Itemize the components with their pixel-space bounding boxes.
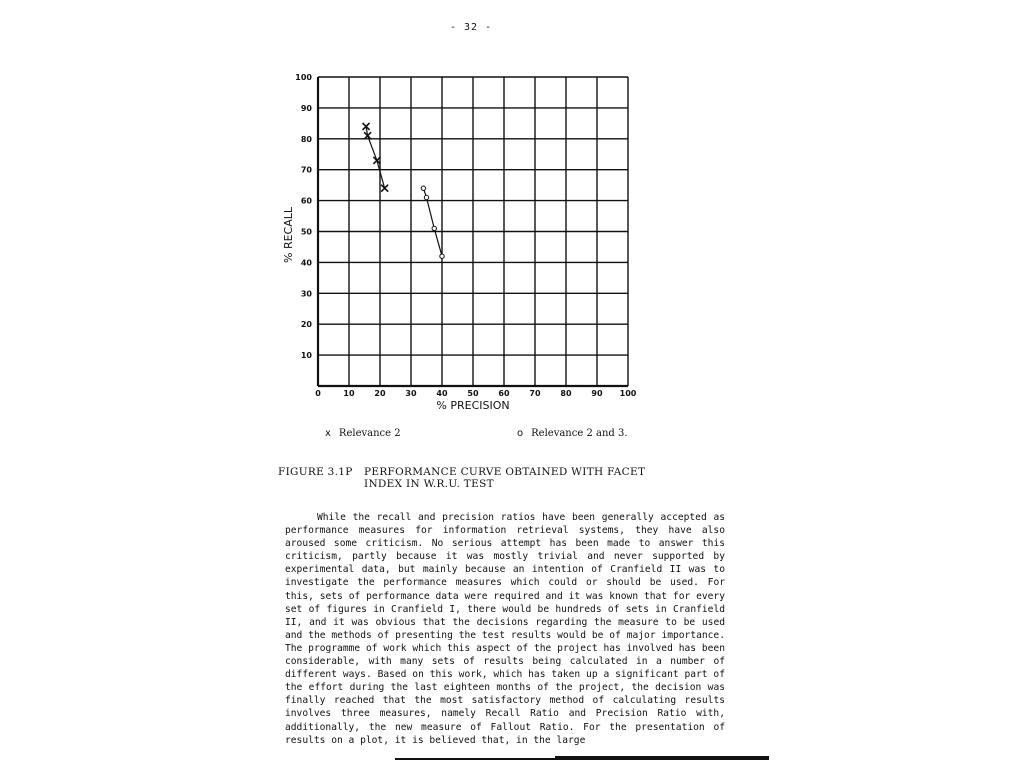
x-tick-label: 60 <box>498 389 510 398</box>
y-tick-label: 60 <box>300 196 312 206</box>
y-tick-label: 40 <box>300 258 312 268</box>
o-marker-icon: o <box>517 428 524 439</box>
bottom-rule-thick <box>555 756 769 760</box>
body-text <box>285 511 725 747</box>
y-tick-label: 50 <box>300 227 312 237</box>
data-point-o <box>432 226 436 230</box>
page-number: - 32 - <box>450 22 493 33</box>
x-marker-icon: x <box>325 428 331 439</box>
x-tick-label: 80 <box>560 389 572 398</box>
x-tick-label: 40 <box>436 389 448 398</box>
y-tick-labels <box>295 73 312 360</box>
y-tick-label: 100 <box>295 73 312 82</box>
y-tick-label: 10 <box>300 351 312 361</box>
data-point-x <box>381 185 388 192</box>
x-tick-label: 70 <box>529 389 541 398</box>
x-tick-label: 90 <box>591 389 603 398</box>
legend-item-relevance-2-and-3 <box>517 428 628 439</box>
data-point-o <box>424 195 428 199</box>
data-point-o <box>421 186 425 190</box>
chart-series <box>363 123 445 258</box>
x-tick-label: 20 <box>374 389 386 398</box>
y-tick-label: 20 <box>300 320 312 330</box>
y-axis-title: % RECALL <box>282 206 295 264</box>
legend-label: Relevance 2 <box>338 428 401 439</box>
y-tick-label: 30 <box>300 289 312 299</box>
figure-label: FIGURE 3.1P <box>278 466 353 478</box>
x-tick-label: 100 <box>619 389 637 398</box>
y-tick-label: 90 <box>300 103 312 113</box>
x-axis-title: % PRECISION <box>436 399 510 412</box>
x-tick-label: 30 <box>405 389 417 398</box>
chart-grid <box>318 77 628 386</box>
x-tick-label: 0 <box>315 389 321 398</box>
caption-line-1: PERFORMANCE CURVE OBTAINED WITH FACET <box>364 466 646 478</box>
series-line <box>366 126 385 188</box>
x-tick-label: 10 <box>343 389 355 398</box>
y-tick-label: 70 <box>300 165 312 175</box>
caption-line-2: INDEX IN W.R.U. TEST <box>364 478 494 490</box>
series-o <box>421 186 444 258</box>
paragraph: While the recall and precision ratios have been generally accepted as performance measures for information retrieval systems, they have also aroused some criticism. No serious attempt has been made to answer this criticism, partly because it was mostly trivial and never supported by experimental data, but mainly because an intention of Cranfield II was to investigate the performance measures which could or should be used. For this, sets of performance data were required and it was known that for every set of figures in Cranfield I, there would be hundreds of sets in Cranfield II, and it was obvious that the decisions regarding the measure to be used and the methods of presenting the test results would be of major importance. The programme of work which this aspect of the project has involved has been considerable, with many sets of results being calculated in a number of different ways. Based on this work, which has taken up a significant part of the effort during the last eighteen months of the project, the decision was finally reached that the most satisfactory method of calculating results involves three measures, namely Recall Ratio and Precision Ratio with, additionally, the new measure of Fallout Ratio. For the presentation of results on a plot, it is believed that, in the large <box>285 512 725 746</box>
x-tick-label: 50 <box>467 389 479 398</box>
figure-caption <box>278 466 645 490</box>
series-x <box>363 123 389 192</box>
x-tick-labels <box>315 389 637 398</box>
legend-label: Relevance 2 and 3. <box>531 428 628 439</box>
legend-item-relevance-2 <box>325 428 401 439</box>
performance-chart <box>270 60 650 420</box>
data-point-o <box>440 254 444 258</box>
y-tick-label: 80 <box>300 134 312 144</box>
